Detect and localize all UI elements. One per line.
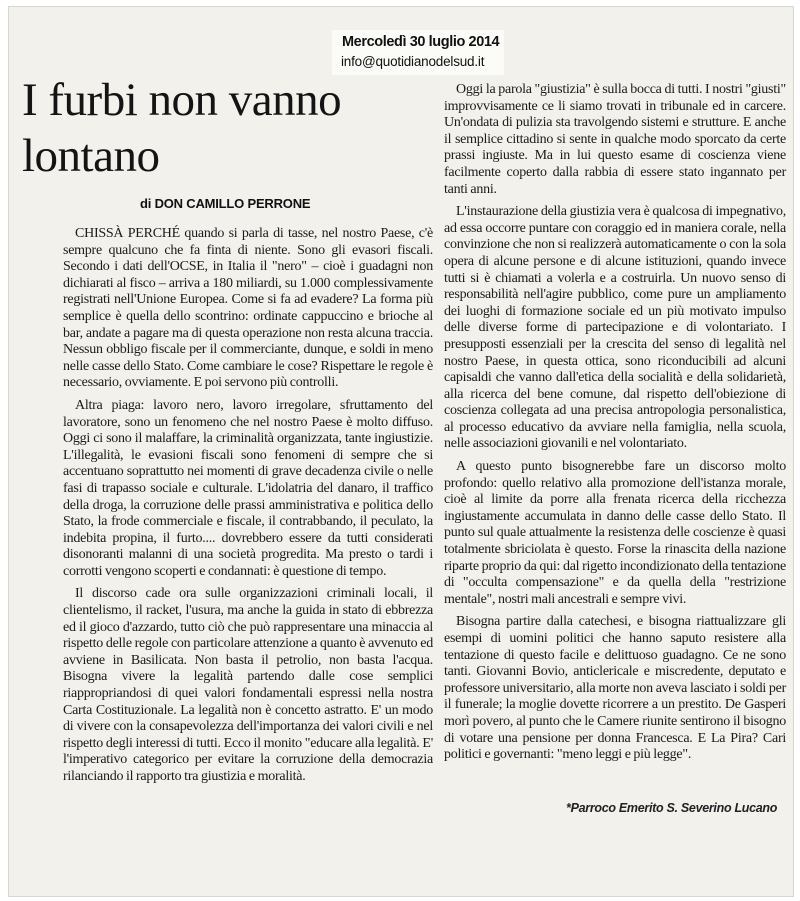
paragraph: Oggi la parola "giustizia" è sulla bocca di tutti. I nostri "giusti" improvvisamente ce li siamo trovati in tribunale ed in carcere. Un'ondata di pulizia sta travolgendo sistemi e strutture. E anche il semplice cittadino si sente in qualche modo sporcato da certe prassi ingiuste. Ma in lui questo esame di coscienza viene facilmente coperto dalla rabbia di essere stato ingannato per tanti anni. xyxy=(444,82,786,197)
article-headline: I furbi non vanno lontano xyxy=(22,74,342,182)
author-signature: *Parroco Emerito S. Severino Lucano xyxy=(566,801,778,815)
article-byline: di DON CAMILLO PERRONE xyxy=(140,196,311,211)
contact-email: info@quotidianodelsud.it xyxy=(341,54,485,69)
article-column-left xyxy=(63,226,433,786)
paragraph: L'instaurazione della giustizia vera è qualcosa di impegnativo, ad essa occorre puntare con coraggio ed in maniera corale, nella convinzione che non si realizzerà automaticamente o con la sola opera di alcune persone e di alcune istituzioni, quando invece tutti si è chiamati a volerla e a costruirla. Un nuovo senso di responsabilità nell'agire pubblico, come pure un ampliamento dei luoghi di formazione sociale ed un più motivato impulso delle diverse forme di partecipazione e di volontariato. I presupposti essenziali per la crescita del senso di legalità nel nostro Paese, in questa ottica, sono riconducibili ad alcuni capisaldi che vanno dall'etica della socialità e della solidarietà, alla ricerca del bene comune, dal rispetto dell'obiezione di coscienza collegata ad una precisa antropologia personalistica, al processo educativo da avviare nella famiglia, nella scuola, nelle associazioni giovanili e nel volontariato. xyxy=(444,204,786,452)
article-column-right xyxy=(444,82,786,764)
paragraph: A questo punto bisognerebbe fare un discorso molto profondo: quello relativo alla promozione dell'istanza morale, cioè al limite da porre alla frenata ricerca della ricchezza ingiustamente accumulata in danno delle casse dello Stato. Il punto sul quale attualmente la resistenza delle coscienze è quasi totalmente sbriciolata è questo. Forse la rinascita della nazione riparte proprio da qui: dal rigetto incondizionato della tentazione di "occulta compensazione" e da quella della "restrizione mentale", nostri mali ancestrali e sempre vivi. xyxy=(444,459,786,607)
paragraph: CHISSÀ PERCHÉ quando si parla di tasse, nel nostro Paese, c'è sempre qualcuno che fa finta di niente. Sono gli evasori fiscali. Secondo i dati dell'OCSE, in Italia il "nero" – cioè i guadagni non dichiarati al fisco – arriva a 180 miliardi, su 1.000 complessivamente registrati nell'Unione Europea. Come si fa ad evadere? La forma più semplice è quella dello scontrino: ordinate cappuccino e brioche al bar, andate a pagare ma di questa operazione non resta alcuna traccia. Nessun obbligo fiscale per il commerciante, dunque, e soldi in meno nelle casse dello Stato. Come cambiare le cose? Rispettare le regole è necessario, ovviamente. E poi servono più controlli. xyxy=(63,226,433,391)
paragraph: Il discorso cade ora sulle organizzazioni criminali locali, il clientelismo, il racket, l'usura, ma anche la guida in stato di ebbrezza ed il gioco d'azzardo, tutto ciò che può rappresentare una minaccia al rispetto delle regole con particolare attenzione a quanto è avvenuto ed avviene in Basilicata. Non basta il petrolio, non basta l'acqua. Bisogna vivere la legalità partendo dalle cose semplici riappropriandosi di quei valori fondamentali espressi nella nostra Carta Costituzionale. La legalità non è concetto astratto. E' un modo di vivere con la consapevolezza dell'importanza dei valori civili e nel rispetto degli interessi di tutti. Ecco il monito "educare alla legalità. E' l'imperativo categorico per evitare la corruzione della democrazia rilanciando il rapporto tra giustizia e moralità. xyxy=(63,586,433,784)
publication-date: Mercoledì 30 luglio 2014 xyxy=(342,34,500,50)
paragraph: Altra piaga: lavoro nero, lavoro irregolare, sfruttamento del lavoratore, sono un fenomeno che nel nostro Paese è molto diffuso. Oggi ci sono il malaffare, la criminalità organizzata, tante ingiustizie. L'illegalità, le evasioni fiscali sono fenomeni di sempre che si accentuano soprattutto nei momenti di grave decadenza civile o nelle fasi di trapasso sociale e culturale. L'idolatria del danaro, il traffico della droga, la corruzione delle prassi amministrativa e politica dello Stato, la frode commerciale e fiscale, il contrabbando, il peculato, la indebita propina, il furto.... dovrebbero essere da tutti considerati disonoranti malanni di una società progredita. Ma presto o tardi i corrotti vengono scoperti e condannati: è questione di tempo. xyxy=(63,397,433,579)
paragraph: Bisogna partire dalla catechesi, e bisogna riattualizzare gli esempi di uomini politici che hanno saputo resistere alla tentazione di questo facile e delittuoso guadagno. Ce ne sono tanti. Giovanni Bovio, anticlericale e miscredente, deputato e professore universitario, alla morte non aveva lasciato i soldi per il funerale; la moglie dovette ricorrere a un prestito. De Gasperi morì povero, al punto che le Camere riunite sentirono il bisogno di votare una pensione per donna Francesca. E La Pira? Cari politici e governanti: "meno leggi e più legge". xyxy=(444,614,786,763)
